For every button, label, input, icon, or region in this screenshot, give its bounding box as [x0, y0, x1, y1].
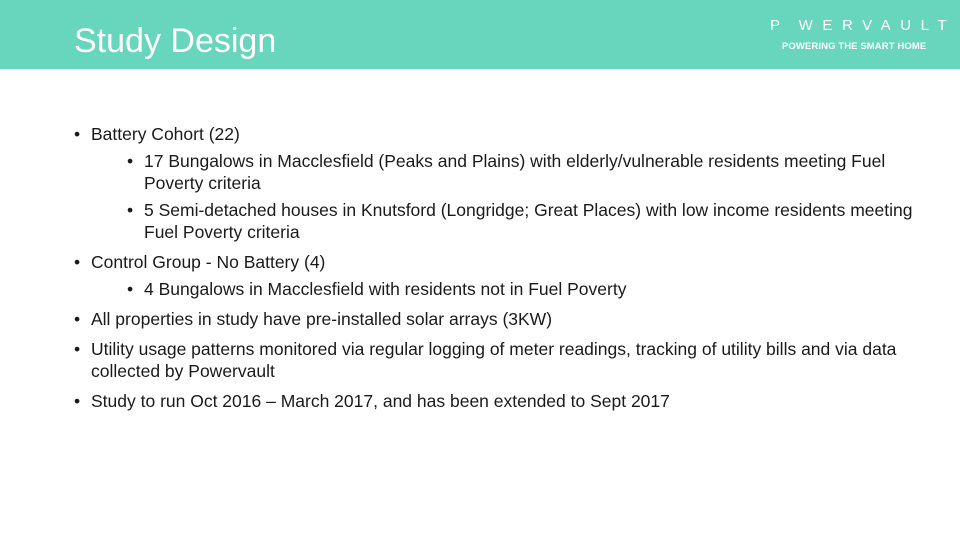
- bullet-marker: •: [74, 124, 81, 144]
- sub-bullet-text: 4 Bungalows in Macclesfield with residents not in Fuel Poverty: [144, 279, 627, 299]
- logo-letters: WERVAULT: [798, 17, 957, 34]
- bullet-marker: •: [74, 252, 81, 272]
- logo-wordmark: [770, 17, 957, 35]
- bullet-text: Study to run Oct 2016 – March 2017, and has been extended to Sept 2017: [91, 391, 670, 411]
- sub-bullet-marker: •: [127, 200, 134, 220]
- sub-bullet-marker: •: [127, 279, 134, 299]
- logo-tagline: POWERING THE SMART HOME: [782, 41, 927, 52]
- bullet-control-group: [74, 251, 914, 300]
- sub-bullet-text: 5 Semi-detached houses in Knutsford (Longridge; Great Places) with low income residents meeting Fuel Poverty criteria: [144, 200, 913, 242]
- sub-list: [91, 150, 914, 243]
- bullet-solar-arrays: [74, 308, 914, 330]
- bullet-text: All properties in study have pre-installed solar arrays (3KW): [91, 309, 553, 329]
- bullet-study-timeline: [74, 390, 914, 412]
- sub-bullet-text: 17 Bungalows in Macclesfield (Peaks and Plains) with elderly/vulnerable residents meeting Fuel Poverty criteria: [144, 151, 886, 193]
- powervault-logo: [770, 17, 957, 53]
- logo-letter-p: P: [770, 17, 790, 34]
- sub-bullet-knutsford: [91, 199, 914, 243]
- bullet-battery-cohort: [74, 123, 914, 243]
- sub-bullet-control-bungalows: [91, 278, 914, 300]
- slide-header: [0, 0, 960, 69]
- bullet-text: Battery Cohort (22): [91, 124, 240, 144]
- sub-bullet-macclesfield: [91, 150, 914, 194]
- slide-title: Study Design: [74, 22, 277, 60]
- bullet-marker: •: [74, 339, 81, 359]
- bullet-text: Control Group - No Battery (4): [91, 252, 326, 272]
- sub-list: [91, 278, 914, 300]
- sub-bullet-marker: •: [127, 151, 134, 171]
- bullet-list: [74, 123, 914, 412]
- bullet-marker: •: [74, 391, 81, 411]
- bullet-utility-monitoring: [74, 338, 914, 382]
- bullet-text: Utility usage patterns monitored via regular logging of meter readings, tracking of utility bills and via data collected by Powervault: [91, 339, 897, 381]
- bullet-marker: •: [74, 309, 81, 329]
